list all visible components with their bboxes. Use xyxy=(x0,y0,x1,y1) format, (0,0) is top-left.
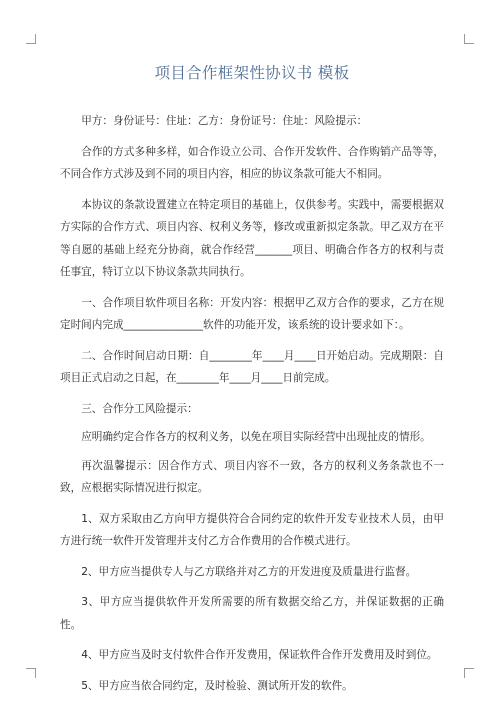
document-title: 项目合作框架性协议书 模板 xyxy=(154,64,350,82)
paragraph-clause-time: 二、合作时间启动日期：自________年____月____日开始启动。完成期限：自项目正式启动之日起，在________年____月____日前完成。 xyxy=(60,349,444,384)
paragraph-risk-note: 应明确约定合作各方的权利义务，以免在项目实际经营中出现扯皮的情形。 xyxy=(81,431,431,443)
paragraph-reminder: 再次温馨提示：因合作方式、项目内容不一致，各方的权利义务条款也不一致，应根据实际情况进行拟定。 xyxy=(60,459,444,494)
paragraph-parties: 甲方：身份证号：住址：乙方：身份证号：住址：风险提示： xyxy=(81,115,368,127)
crop-mark-top-left xyxy=(26,34,36,44)
paragraph-clause-division: 三、合作分工风险提示： xyxy=(81,402,198,415)
crop-mark-bottom-right xyxy=(464,668,474,678)
crop-mark-top-right xyxy=(464,34,474,44)
paragraph-item-5: 5、甲方应当依合同约定，及时检验、测试所开发的软件。 xyxy=(81,679,353,692)
paragraph-item-3: 3、甲方应当提供软件开发所需要的所有数据交给乙方，并保证数据的正确性。 xyxy=(60,596,444,631)
paragraph-agreement-basis: 本协议的条款设置建立在特定项目的基础上，仅供参考。实践中，需要根据双方实际的合作方式、项目内容、权利义务等，修改或重新拟定条款。甲乙双方在平等自愿的基础上经充分协商，就合作经营_______项目、明确合作各方的权利与责任事宜，特订立以下协议条款共同执行。 xyxy=(60,198,444,278)
paragraph-item-1: 1、双方采取由乙方向甲方提供符合合同约定的软件开发专业技术人员，由甲方进行统一软件开发管理并支付乙方合作费用的合作模式进行。 xyxy=(60,512,444,547)
paragraph-item-2: 2、甲方应当提供专人与乙方联络并对乙方的开发进度及质量进行监督。 xyxy=(81,565,417,578)
paragraph-cooperation-methods: 合作的方式多种多样，如合作设立公司、合作开发软件、合作购销产品等等，不同合作方式涉及到不同的项目内容，相应的协议条款可能大不相同。 xyxy=(60,145,444,180)
crop-mark-bottom-left xyxy=(26,668,36,678)
paragraph-clause-project: 一、合作项目软件项目名称：开发内容：根据甲乙双方合作的要求，乙方在规定时间内完成_______________软件的功能开发，该系统的设计要求如下：。 xyxy=(60,296,444,331)
paragraph-item-4: 4、甲方应当及时支付软件合作开发费用，保证软件合作开发费用及时到位。 xyxy=(81,649,438,661)
document-page xyxy=(60,62,444,705)
